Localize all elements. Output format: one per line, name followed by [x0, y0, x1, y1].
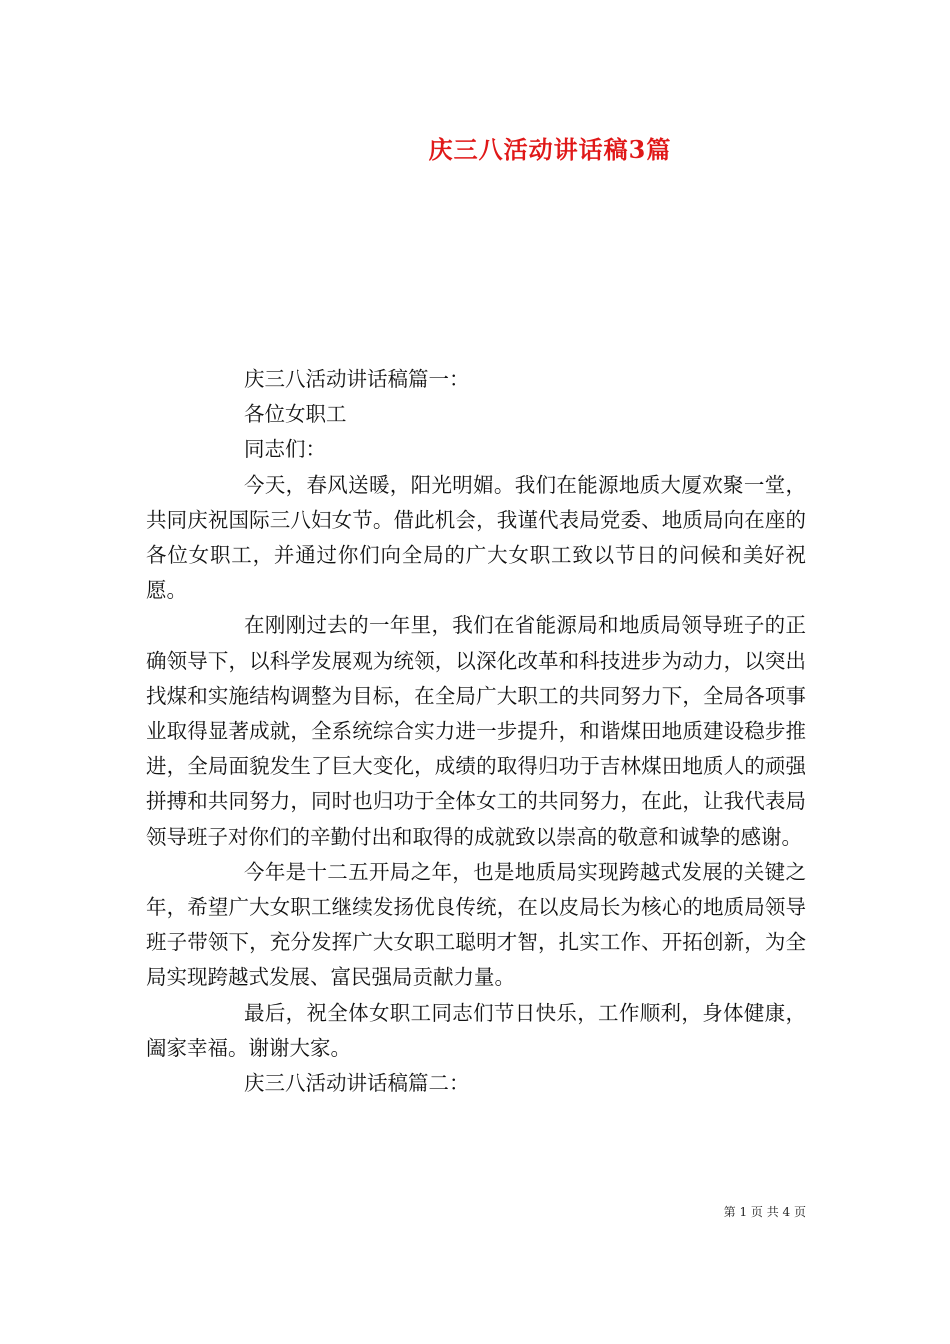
- paragraph-review: 在刚刚过去的一年里，我们在省能源局和地质局领导班子的正确领导下，以科学发展观为统领，以深化改革和科技进步为动力，以突出找煤和实施结构调整为目标，在全局广大职工的共同努力下，全局各项事业取得显著成就，全系统综合实力进一步提升，和谐煤田地质建设稳步推进，全局面貌发生了巨大变化，成绩的取得归功于吉林煤田地质人的顽强拼搏和共同努力，同时也归功于全体女工的共同努力，在此，让我代表局领导班子对你们的辛勤付出和取得的成就致以崇高的敬意和诚挚的感谢。: [146, 613, 806, 849]
- page-number-footer: 第 1 页 共 4 页: [723, 1205, 806, 1219]
- section-heading-1: 庆三八活动讲话稿篇一：: [244, 367, 470, 391]
- salutation-comrades: 同志们：: [244, 437, 326, 462]
- salutation-female-staff: 各位女职工: [244, 402, 347, 427]
- paragraph-outlook: 今年是十二五开局之年，也是地质局实现跨越式发展的关键之年，希望广大女职工继续发扬优良传统，在以皮局长为核心的地质局领导班子带领下，充分发挥广大女职工聪明才智，扎实工作、开拓创新，为全局实现跨越式发展、富民强局贡献力量。: [146, 859, 806, 990]
- paragraph-greeting: 今天，春风送暖，阳光明媚。我们在能源地质大厦欢聚一堂，共同庆祝国际三八妇女节。借此机会，我谨代表局党委、地质局向在座的各位女职工，并通过你们向全局的广大女职工致以节日的问候和美好祝愿。: [146, 472, 806, 603]
- paragraph-closing: 最后，祝全体女职工同志们节日快乐，工作顺利，身体健康，阖家幸福。谢谢大家。: [146, 1000, 806, 1060]
- document-title: 庆三八活动讲话稿3篇: [428, 135, 672, 164]
- document-body: [146, 362, 806, 1101]
- section-heading-2: 庆三八活动讲话稿篇二：: [244, 1071, 470, 1096]
